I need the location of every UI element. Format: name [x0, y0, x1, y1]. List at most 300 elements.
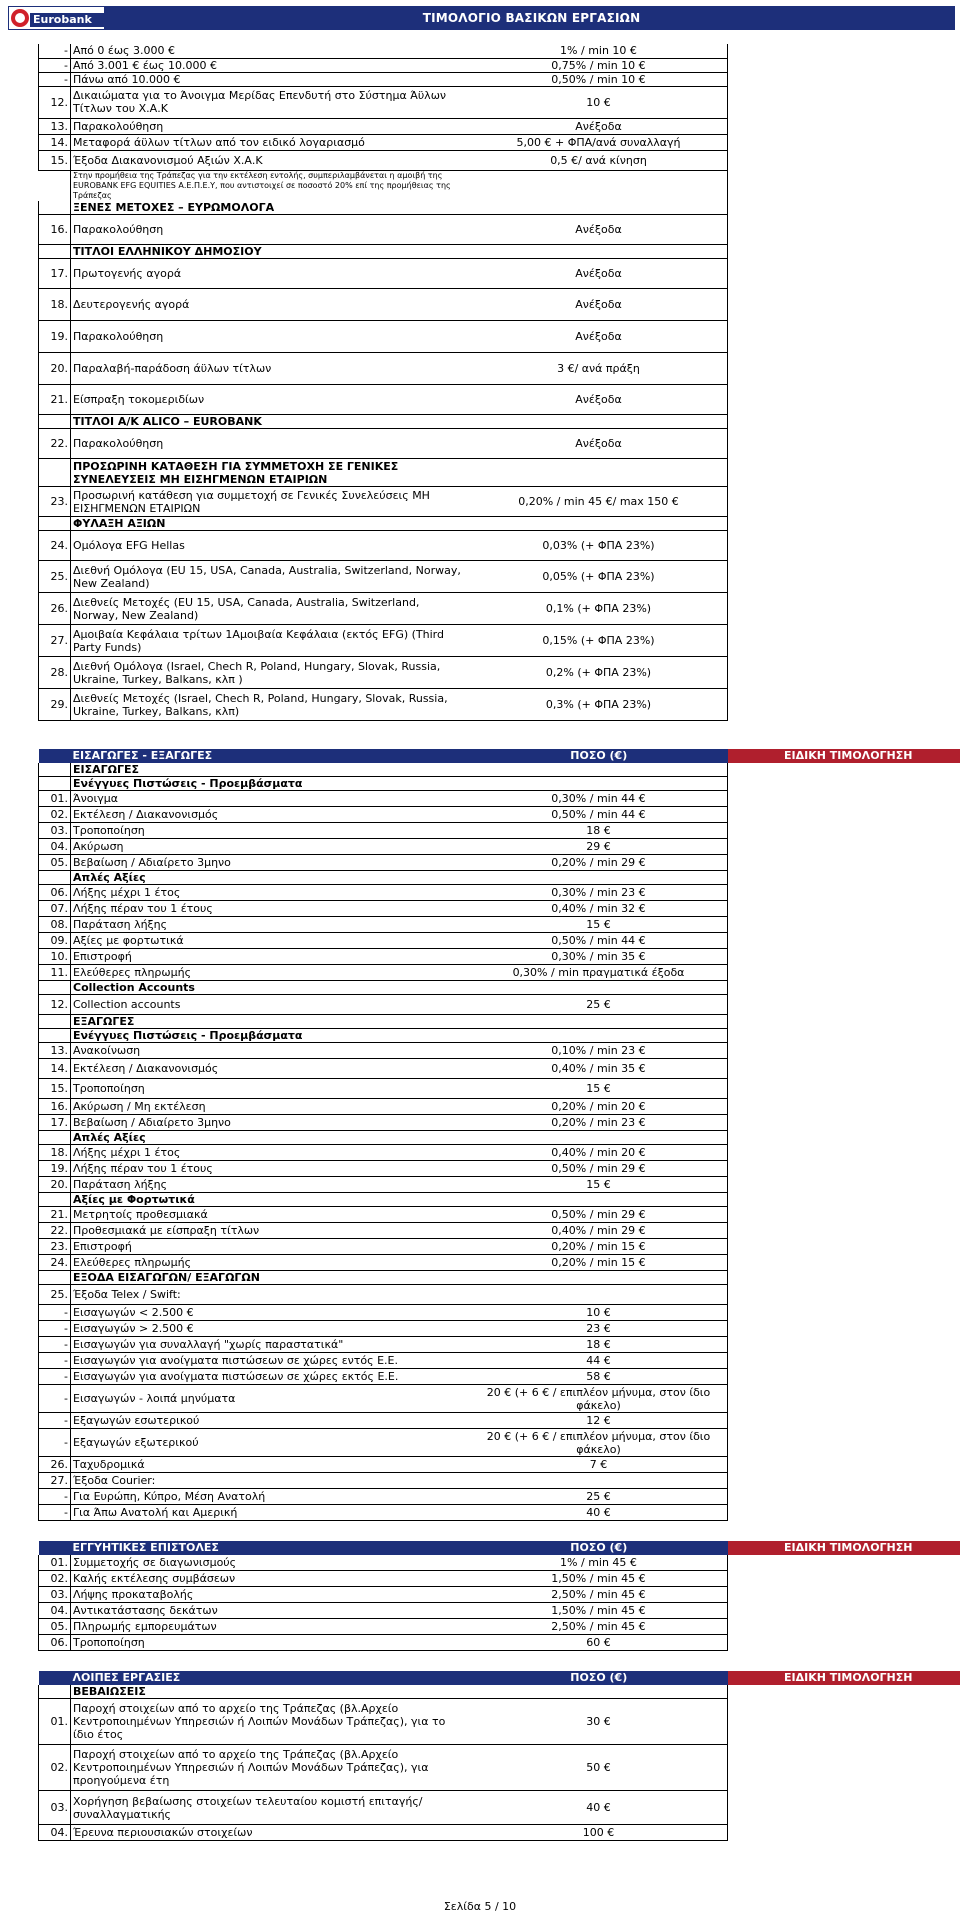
- row-number: 21.: [39, 1207, 71, 1223]
- row-description: Ομόλογα EFG Hellas: [71, 531, 471, 561]
- table-row: [39, 1457, 960, 1473]
- row-number: 22.: [39, 429, 71, 459]
- row-value: 0,30% / min 44 €: [470, 791, 728, 807]
- row-description: Collection Accounts: [71, 981, 471, 995]
- row-number: 03.: [39, 823, 71, 839]
- row-number: -: [39, 1337, 71, 1353]
- table-row: [39, 1619, 960, 1635]
- table-row: [39, 1555, 960, 1571]
- table-row: [39, 885, 960, 901]
- row-description: Έξοδα Διακανονισμού Αξιών Χ.Α.Κ: [71, 150, 471, 170]
- row-special: [728, 150, 960, 170]
- row-description: Για Ευρώπη, Κύπρο, Μέση Ανατολή: [71, 1489, 471, 1505]
- row-number: 26.: [39, 1457, 71, 1473]
- row-description: Καλής εκτέλεσης συμβάσεων: [71, 1571, 471, 1587]
- row-special: [728, 415, 960, 429]
- row-description: Ενέγγυες Πιστώσεις - Προεμβάσματα: [71, 1029, 471, 1043]
- row-number: [39, 245, 71, 259]
- row-number: [39, 763, 71, 777]
- table-row: [39, 72, 960, 86]
- row-value: 18 €: [470, 823, 728, 839]
- row-description: Παραλαβή-παράδοση άϋλων τίτλων: [71, 353, 471, 385]
- table-row: [39, 1699, 960, 1745]
- row-description: Εξαγωγών εσωτερικού: [71, 1413, 471, 1429]
- row-value: 0,20% / min 45 €/ max 150 €: [470, 487, 728, 517]
- row-description: Παρακολούθηση: [71, 321, 471, 353]
- row-number: 19.: [39, 1161, 71, 1177]
- row-value: 0,05% (+ ΦΠΑ 23%): [470, 561, 728, 593]
- row-number: [39, 981, 71, 995]
- row-special: [728, 1745, 960, 1791]
- row-value: 15 €: [470, 1177, 728, 1193]
- row-value: 25 €: [470, 995, 728, 1015]
- row-special: [728, 1115, 960, 1131]
- row-description: Διεθνείς Μετοχές (Israel, Chech R, Poland, Hungary, Slovak, Russia, Ukraine, Turkey, Balkans, κλπ): [71, 689, 471, 721]
- row-description: Συμμετοχής σε διαγωνισμούς: [71, 1555, 471, 1571]
- table-row: [39, 170, 960, 201]
- row-special: [728, 1305, 960, 1321]
- row-value: 100 €: [470, 1825, 728, 1841]
- table-row: [39, 1429, 960, 1457]
- row-special: [728, 763, 960, 777]
- row-number: 15.: [39, 1079, 71, 1099]
- row-special: [728, 1239, 960, 1255]
- row-number: 04.: [39, 839, 71, 855]
- row-special: [728, 1145, 960, 1161]
- row-number: [39, 749, 71, 763]
- row-description: Εισαγωγών για ανοίγματα πιστώσεων σε χώρες εντός Ε.Ε.: [71, 1353, 471, 1369]
- table-row: [39, 1635, 960, 1651]
- row-value: 0,20% / min 29 €: [470, 855, 728, 871]
- row-value: 10 €: [470, 1305, 728, 1321]
- row-description: Έξοδα Courier:: [71, 1473, 471, 1489]
- row-number: 17.: [39, 259, 71, 289]
- row-description: Βεβαίωση / Αδιαίρετο 3μηνο: [71, 855, 471, 871]
- row-description: Μεταφορά άϋλων τίτλων από τον ειδικό λογαριασμό: [71, 134, 471, 150]
- row-number: 02.: [39, 1571, 71, 1587]
- row-value: 60 €: [470, 1635, 728, 1651]
- row-special: [728, 134, 960, 150]
- row-special: [728, 1353, 960, 1369]
- table-row: [39, 385, 960, 415]
- row-value: 20 € (+ 6 € / επιπλέον μήνυμα, στον ίδιο φάκελο): [470, 1385, 728, 1413]
- section-header-row: [39, 749, 960, 763]
- row-special: [728, 1825, 960, 1841]
- row-special: [728, 689, 960, 721]
- row-number: 06.: [39, 885, 71, 901]
- subheading-row: [39, 1271, 960, 1285]
- row-number: [39, 459, 71, 487]
- row-special: [728, 429, 960, 459]
- table-row: [39, 134, 960, 150]
- row-value: 0,30% / min 35 €: [470, 949, 728, 965]
- table-row: [39, 561, 960, 593]
- row-description: Τροποποίηση: [71, 823, 471, 839]
- row-number: [39, 1271, 71, 1285]
- row-description: Διεθνείς Μετοχές (EU 15, USA, Canada, Australia, Switzerland, Norway, New Zealand): [71, 593, 471, 625]
- row-description: Άνοιγμα: [71, 791, 471, 807]
- table-row: [39, 44, 960, 58]
- row-number: 01.: [39, 1555, 71, 1571]
- row-value: 20 € (+ 6 € / επιπλέον μήνυμα, στον ίδιο φάκελο): [470, 1429, 728, 1457]
- row-special: [728, 1505, 960, 1521]
- row-description: Πληρωμής εμπορευμάτων: [71, 1619, 471, 1635]
- row-description: ΤΙΤΛΟΙ Α/Κ ALICO – EUROBANK: [71, 415, 471, 429]
- table-row: [39, 1305, 960, 1321]
- row-special: [728, 1099, 960, 1115]
- table-row: [39, 1223, 960, 1239]
- row-description: Τροποποίηση: [71, 1079, 471, 1099]
- row-value: 1% / min 45 €: [470, 1555, 728, 1571]
- row-special: [728, 1489, 960, 1505]
- row-value: 50 €: [470, 1745, 728, 1791]
- row-description: Ακύρωση: [71, 839, 471, 855]
- row-description: Διεθνή Ομόλογα (EU 15, USA, Canada, Australia, Switzerland, Norway, New Zealand): [71, 561, 471, 593]
- row-special: [728, 1587, 960, 1603]
- row-value: [470, 201, 728, 215]
- row-description: Παροχή στοιχείων από το αρχείο της Τράπεζας (βλ.Αρχείο Κεντροποιημένων Υπηρεσιών ή Λοιπών Μονάδων Τράπεζας), για το ίδιο έτος: [71, 1699, 471, 1745]
- subheading-row: [39, 777, 960, 791]
- row-number: 07.: [39, 901, 71, 917]
- row-number: [39, 517, 71, 531]
- row-number: -: [39, 72, 71, 86]
- table-row: [39, 1587, 960, 1603]
- row-number: 27.: [39, 625, 71, 657]
- row-number: [39, 1131, 71, 1145]
- row-special: [728, 791, 960, 807]
- row-special: [728, 917, 960, 933]
- row-value: 12 €: [470, 1413, 728, 1429]
- row-special: [728, 1285, 960, 1305]
- row-number: 12.: [39, 86, 71, 118]
- row-description: ΞΕΝΕΣ ΜΕΤΟΧΕΣ – ΕΥΡΩΜΟΛΟΓΑ: [71, 201, 471, 215]
- subheading-row: [39, 459, 960, 487]
- row-value: 0,20% / min 15 €: [470, 1255, 728, 1271]
- row-special: [728, 933, 960, 949]
- spacer-row: [39, 721, 960, 749]
- subheading-row: [39, 415, 960, 429]
- row-number: -: [39, 1385, 71, 1413]
- row-value: [470, 1271, 728, 1285]
- row-value: 10 €: [470, 86, 728, 118]
- row-special: [728, 839, 960, 855]
- row-description: Εκτέλεση / Διακανονισμός: [71, 807, 471, 823]
- row-description: Αντικατάστασης δεκάτων: [71, 1603, 471, 1619]
- row-special: [728, 1555, 960, 1571]
- row-number: 05.: [39, 1619, 71, 1635]
- row-number: [39, 170, 71, 201]
- row-description: Προθεσμιακά με είσπραξη τίτλων: [71, 1223, 471, 1239]
- table-row: [39, 429, 960, 459]
- row-value: [470, 871, 728, 885]
- table-row: [39, 1385, 960, 1413]
- row-value: Ανέξοδα: [470, 259, 728, 289]
- row-description: Δευτερογενής αγορά: [71, 289, 471, 321]
- row-description: Εισαγωγών για συναλλαγή "χωρίς παραστατικά": [71, 1337, 471, 1353]
- row-description: Αξίες με Φορτωτικά: [71, 1193, 471, 1207]
- row-description: ΕΙΣΑΓΩΓΕΣ - ΕΞΑΓΩΓΕΣ: [71, 749, 471, 763]
- row-special: [728, 1699, 960, 1745]
- row-value: [470, 170, 728, 201]
- table-row: [39, 1079, 960, 1099]
- row-special: [728, 1207, 960, 1223]
- row-value: [470, 1285, 728, 1305]
- row-description: ΛΟΙΠΕΣ ΕΡΓΑΣΙΕΣ: [71, 1671, 471, 1685]
- row-description: Παρακολούθηση: [71, 118, 471, 134]
- row-number: 02.: [39, 1745, 71, 1791]
- row-special: [728, 1385, 960, 1413]
- row-special: [728, 86, 960, 118]
- row-value: 0,3% (+ ΦΠΑ 23%): [470, 689, 728, 721]
- row-special: [728, 981, 960, 995]
- row-number: -: [39, 1369, 71, 1385]
- spacer-row: [39, 1521, 960, 1541]
- row-value: 0,50% / min 29 €: [470, 1161, 728, 1177]
- row-value: 0,20% / min 20 €: [470, 1099, 728, 1115]
- row-description: Παρακολούθηση: [71, 215, 471, 245]
- row-special: [728, 1015, 960, 1029]
- row-number: 24.: [39, 1255, 71, 1271]
- row-special: [728, 531, 960, 561]
- row-value: 44 €: [470, 1353, 728, 1369]
- row-number: -: [39, 44, 71, 58]
- row-value: [470, 245, 728, 259]
- row-description: Εξαγωγών εξωτερικού: [71, 1429, 471, 1457]
- row-special: [728, 517, 960, 531]
- row-special: [728, 487, 960, 517]
- row-special: [728, 561, 960, 593]
- row-special: [728, 1193, 960, 1207]
- table-row: [39, 901, 960, 917]
- table-row: [39, 259, 960, 289]
- row-description: Μετρητοίς προθεσμιακά: [71, 1207, 471, 1223]
- row-number: 03.: [39, 1587, 71, 1603]
- pricing-table-area: [38, 44, 955, 1841]
- row-special: [728, 1473, 960, 1489]
- row-number: [39, 201, 71, 215]
- table-row: [39, 839, 960, 855]
- table-row: [39, 118, 960, 134]
- row-special: [728, 1177, 960, 1193]
- subheading-row: [39, 871, 960, 885]
- row-number: 01.: [39, 791, 71, 807]
- row-number: [39, 1671, 71, 1685]
- table-row: [39, 1161, 960, 1177]
- subheading-row: [39, 201, 960, 215]
- table-row: [39, 1285, 960, 1305]
- row-value: Ανέξοδα: [470, 385, 728, 415]
- page-header: [8, 6, 955, 30]
- row-special: [728, 1429, 960, 1457]
- row-number: 25.: [39, 1285, 71, 1305]
- row-number: [39, 871, 71, 885]
- row-special: [728, 777, 960, 791]
- row-description: Collection accounts: [71, 995, 471, 1015]
- row-value: [470, 517, 728, 531]
- row-number: 21.: [39, 385, 71, 415]
- row-number: 03.: [39, 1791, 71, 1825]
- table-row: [39, 1603, 960, 1619]
- row-number: 19.: [39, 321, 71, 353]
- row-number: 02.: [39, 807, 71, 823]
- row-special: [728, 353, 960, 385]
- section-header-row: [39, 1541, 960, 1555]
- row-special: [728, 593, 960, 625]
- row-value: 2,50% / min 45 €: [470, 1587, 728, 1603]
- row-special: [728, 245, 960, 259]
- row-value: 40 €: [470, 1791, 728, 1825]
- section-header-row: [39, 1671, 960, 1685]
- row-value: 0,10% / min 23 €: [470, 1043, 728, 1059]
- row-description: Πάνω από 10.000 €: [71, 72, 471, 86]
- row-special: [728, 1457, 960, 1473]
- table-row: [39, 1369, 960, 1385]
- row-special: [728, 625, 960, 657]
- row-special: [728, 1603, 960, 1619]
- row-value: 7 €: [470, 1457, 728, 1473]
- row-value: [470, 981, 728, 995]
- logo-mark-icon: [11, 9, 29, 27]
- row-value: ΠΟΣΟ (€): [470, 749, 728, 763]
- row-description: Εισαγωγών < 2.500 €: [71, 1305, 471, 1321]
- table-row: [39, 1353, 960, 1369]
- row-value: 15 €: [470, 1079, 728, 1099]
- subheading-row: [39, 1131, 960, 1145]
- table-row: [39, 823, 960, 839]
- row-description: Ακύρωση / Μη εκτέλεση: [71, 1099, 471, 1115]
- row-description: Λήψης προκαταβολής: [71, 1587, 471, 1603]
- row-special: [728, 1413, 960, 1429]
- row-special: [728, 1271, 960, 1285]
- row-value: 0,30% / min πραγματικά έξοδα: [470, 965, 728, 981]
- row-value: 1% / min 10 €: [470, 44, 728, 58]
- table-row: [39, 995, 960, 1015]
- row-description: Απλές Αξίες: [71, 871, 471, 885]
- row-special: [728, 901, 960, 917]
- row-special: [728, 871, 960, 885]
- row-description: Επιστροφή: [71, 949, 471, 965]
- row-value: 0,50% / min 44 €: [470, 933, 728, 949]
- row-special: [728, 1791, 960, 1825]
- table-row: [39, 1489, 960, 1505]
- row-number: -: [39, 1321, 71, 1337]
- row-number: 01.: [39, 1699, 71, 1745]
- row-description: Στην προμήθεια της Τράπεζας για την εκτέλεση εντολής, συμπεριλαμβάνεται η αμοιβή της EUROBANK EFG EQUITIES Α.Ε.Π.Ε.Υ, που αντιστοιχεί σε ποσοστό 20% επί της προμήθειας της Τράπεζας: [71, 170, 471, 201]
- row-value: 40 €: [470, 1505, 728, 1521]
- row-special: [728, 72, 960, 86]
- row-description: ΒΕΒΑΙΩΣΕΙΣ: [71, 1685, 471, 1699]
- table-row: [39, 593, 960, 625]
- row-value: [470, 1685, 728, 1699]
- row-description: Επιστροφή: [71, 1239, 471, 1255]
- row-value: 15 €: [470, 917, 728, 933]
- row-description: ΕΞΟΔΑ ΕΙΣΑΓΩΓΩΝ/ ΕΞΑΓΩΓΩΝ: [71, 1271, 471, 1285]
- row-special: [728, 965, 960, 981]
- row-number: 13.: [39, 1043, 71, 1059]
- table-row: [39, 150, 960, 170]
- row-special: [728, 1059, 960, 1079]
- row-value: [470, 777, 728, 791]
- row-description: Αξίες με φορτωτικά: [71, 933, 471, 949]
- table-row: [39, 1043, 960, 1059]
- table-row: [39, 215, 960, 245]
- row-description: Χορήγηση βεβαίωσης στοιχείων τελευταίου κομιστή επιταγής/ συναλλαγματικής: [71, 1791, 471, 1825]
- row-value: [470, 1473, 728, 1489]
- spacer-cell: [39, 1521, 960, 1541]
- row-number: -: [39, 1489, 71, 1505]
- row-number: 15.: [39, 150, 71, 170]
- row-special: [728, 385, 960, 415]
- row-value: 0,50% / min 29 €: [470, 1207, 728, 1223]
- table-row: [39, 1059, 960, 1079]
- table-row: [39, 1321, 960, 1337]
- row-special: [728, 1337, 960, 1353]
- row-special: [728, 58, 960, 72]
- row-number: -: [39, 1429, 71, 1457]
- table-row: [39, 1745, 960, 1791]
- row-value: 3 €/ ανά πράξη: [470, 353, 728, 385]
- row-value: 0,15% (+ ΦΠΑ 23%): [470, 625, 728, 657]
- row-special: [728, 1161, 960, 1177]
- row-number: -: [39, 1353, 71, 1369]
- table-row: [39, 1791, 960, 1825]
- row-value: 30 €: [470, 1699, 728, 1745]
- table-row: [39, 1825, 960, 1841]
- row-description: Λήξης πέραν του 1 έτους: [71, 901, 471, 917]
- spacer-cell: [39, 1651, 960, 1671]
- row-description: Πρωτογενής αγορά: [71, 259, 471, 289]
- row-description: Παρακολούθηση: [71, 429, 471, 459]
- row-special: [728, 1043, 960, 1059]
- row-value: 0,5 €/ ανά κίνηση: [470, 150, 728, 170]
- row-special: [728, 657, 960, 689]
- row-description: Αμοιβαία Κεφάλαια τρίτων 1Αμοιβαία Κεφάλαια (εκτός EFG) (Third Party Funds): [71, 625, 471, 657]
- row-value: 58 €: [470, 1369, 728, 1385]
- row-number: -: [39, 58, 71, 72]
- row-description: Ανακοίνωση: [71, 1043, 471, 1059]
- table-row: [39, 1207, 960, 1223]
- row-description: Από 3.001 € έως 10.000 €: [71, 58, 471, 72]
- row-number: 09.: [39, 933, 71, 949]
- row-special: [728, 1635, 960, 1651]
- subheading-row: [39, 1015, 960, 1029]
- row-special: [728, 1079, 960, 1099]
- row-description: ΠΡΟΣΩΡΙΝΗ ΚΑΤΑΘΕΣΗ ΓΙΑ ΣΥΜΜΕΤΟΧΗ ΣΕ ΓΕΝΙΚΕΣ ΣΥΝΕΛΕΥΣΕΙΣ ΜΗ ΕΙΣΗΓΜΕΝΩΝ ΕΤΑΙΡΙΩΝ: [71, 459, 471, 487]
- row-special: [728, 1321, 960, 1337]
- table-row: [39, 1145, 960, 1161]
- table-row: [39, 1099, 960, 1115]
- row-description: Από 0 έως 3.000 €: [71, 44, 471, 58]
- row-value: 25 €: [470, 1489, 728, 1505]
- row-value: 0,30% / min 23 €: [470, 885, 728, 901]
- subheading-row: [39, 1029, 960, 1043]
- row-number: -: [39, 1505, 71, 1521]
- row-special: [728, 459, 960, 487]
- row-value: Ανέξοδα: [470, 321, 728, 353]
- row-value: [470, 1131, 728, 1145]
- row-value: 0,20% / min 15 €: [470, 1239, 728, 1255]
- row-description: Ελεύθερες πληρωμής: [71, 1255, 471, 1271]
- row-value: [470, 415, 728, 429]
- row-value: 0,50% / min 10 €: [470, 72, 728, 86]
- row-number: 20.: [39, 353, 71, 385]
- table-row: [39, 791, 960, 807]
- table-row: [39, 933, 960, 949]
- row-special: [728, 1255, 960, 1271]
- row-value: 0,03% (+ ΦΠΑ 23%): [470, 531, 728, 561]
- row-number: 23.: [39, 487, 71, 517]
- row-description: Εισαγωγών > 2.500 €: [71, 1321, 471, 1337]
